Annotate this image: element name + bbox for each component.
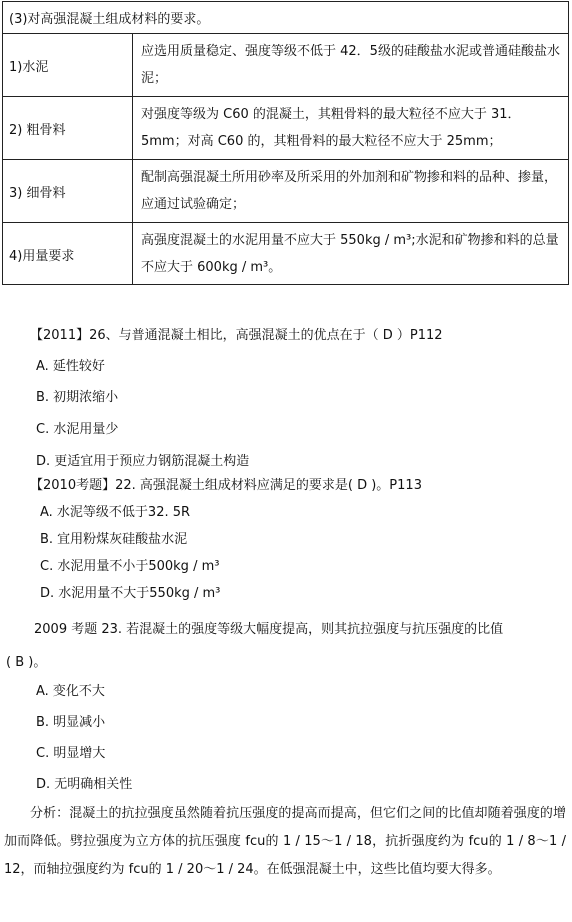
- analysis-paragraph: 分析：混凝土的抗拉强度虽然随着抗压强度的提高而提高，但它们之间的比值却随着强度的增加而降低。劈拉强度为立方体的抗压强度 fcu的 1 / 15～1 / 18，抗折强度约为 fcu的 1 / 8～1 / 12，而轴拉强度约为 fcu的 1 / 20～1 / 24。在低强混凝土中，这些比值均要大得多。: [4, 806, 566, 877]
- table-row: [3, 223, 568, 285]
- option-d: D. 水泥用量不大于550kg / m³: [40, 586, 221, 601]
- row-text: 高强度混凝土的水泥用量不应大于 550kg / m³;水泥和矿物掺和料的总量不应大于 600kg / m³。: [141, 233, 559, 275]
- option-b: B. 初期浓缩小: [36, 390, 119, 405]
- table-row: [3, 34, 568, 97]
- row-text: 对强度等级为 C60 的混凝土，其粗骨料的最大粒径不应大于 31． 5mm；对高 C60 的，其粗骨料的最大粒径不应大于 25mm；: [141, 107, 521, 149]
- option-d: D. 无明确相关性: [36, 777, 133, 792]
- option-c: C. 明显增大: [36, 746, 106, 761]
- row-label: 1)水泥: [3, 34, 133, 96]
- row-text: 应选用质量稳定、强度等级不低于 42．5级的硅酸盐水泥或普通硅酸盐水泥；: [141, 44, 560, 86]
- option-a: A. 水泥等级不低于32. 5R: [40, 505, 191, 520]
- row-text: 配制高强混凝土所用砂率及所采用的外加剂和矿物掺和料的品种、掺量，应通过试验确定；: [141, 170, 558, 212]
- table-title: (3)对高强混凝土组成材料的要求。: [3, 2, 568, 34]
- option-d: D. 更适宜用于预应力钢筋混凝土构造: [36, 454, 250, 469]
- requirements-table: [2, 1, 569, 285]
- option-b: B. 宜用粉煤灰硅酸盐水泥: [40, 532, 188, 547]
- question-2009-answer: ( B )。: [6, 655, 47, 670]
- option-c: C. 水泥用量少: [36, 422, 119, 437]
- option-b: B. 明显减小: [36, 715, 106, 730]
- question-2011-stem: 【2011】26、与普通混凝土相比，高强混凝土的优点在于（ D ）P112: [30, 328, 443, 343]
- question-2010-stem: 【2010考题】22. 高强混凝土组成材料应满足的要求是( D )。P113: [30, 478, 422, 493]
- row-label: 4)用量要求: [3, 223, 133, 285]
- row-label: 2) 粗骨料: [3, 97, 133, 159]
- option-a: A. 变化不大: [36, 684, 105, 699]
- table-row: [3, 97, 568, 160]
- option-c: C. 水泥用量不小于500kg / m³: [40, 559, 220, 574]
- question-2009-stem: 2009 考题 23. 若混凝土的强度等级大幅度提高，则其抗拉强度与抗压强度的比值: [34, 622, 504, 637]
- table-row: [3, 160, 568, 223]
- row-label: 3) 细骨料: [3, 160, 133, 222]
- option-a: A. 延性较好: [36, 359, 105, 374]
